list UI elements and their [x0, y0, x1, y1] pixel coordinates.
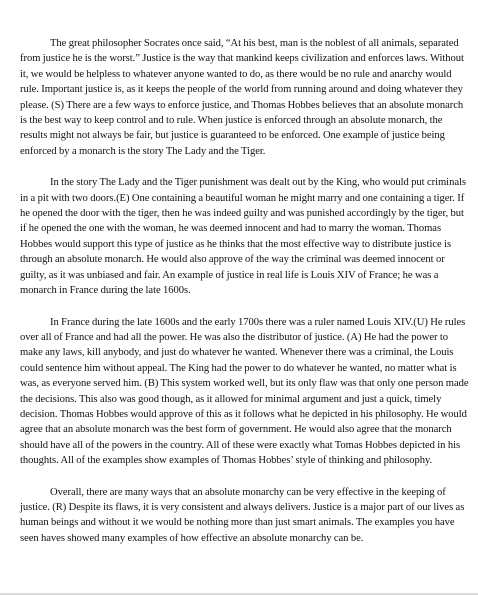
- paragraph-introduction: [20, 36, 470, 159]
- paragraph-1-end: .: [262, 145, 266, 157]
- paragraph-2-start: In the story: [50, 177, 100, 189]
- paragraph-3-text: In France during the late 1600s and the early 1700s there was a ruler named Louis XIV.(U) He rules over all of France and had all the power. He was also the distributor of justice. (A) He had the power to make any laws, kill anybody, and just do whatever he wanted. Whenever there was a criminal, the Louis could sentence him without appeal. The King had the power to do whatever he wanted, no matter what is was, as everyone served him. (B) This system worked well, but its only flaw was that only one person made the decisions. This also was good though, as it allowed for minimal argument and just a quick, timely decision. Thomas Hobbes would approve of this as it follows what he depicted in his philosophy. He would agree that an absolute monarch was the best form of government. He would also agree that the monarch should have all of the powers in the country. All of these were exactly what Tomas Hobbes depicted in his thoughts. All of the examples show examples of Thomas Hobbes’ style of thinking and philosophy.: [20, 316, 469, 467]
- story-title-italic: The Lady and the Tiger: [165, 145, 263, 157]
- paragraph-4-text: Overall, there are many ways that an absolute monarchy can be very effective in the keeping of justice. (R) Despite its flaws, it is very consistent and always delivers. Justice is a major part of our lives as human beings and without it we would be nothing more than just smart animals. The examples you have seen haves showed many examples of how effective an absolute monarchy can be.: [20, 486, 465, 544]
- story-title-italic: The Lady and the Tiger: [99, 177, 198, 189]
- paragraph-lady-and-tiger: [20, 175, 470, 298]
- paragraph-2-text: punishment was dealt out by the King, who would put criminals in a pit with two doors.(E) One containing a beautiful woman he might marry and one containing a tiger. If he opened the door with the tiger, then he was indeed guilty and was punished accordingly by the tiger, but if he opened the one with the woman, he was deemed innocent and had to marry the woman. Thomas Hobbes would support this type of justice as he thinks that the most effective way to distribute justice is through an absolute monarch. He would also approve of the way the criminal was deemed innocent or guilty, as it was unbiased and fair. An example of justice in real life is Louis XIV of France; he was a monarch in France during the late 1600s.: [20, 177, 466, 297]
- paragraph-1-text: The great philosopher Socrates once said, “At his best, man is the noblest of all animals, separated from justice he is the worst.” Justice is the way that mankind keeps civilization and enforces laws. Without it, we would be helpless to whatever anyone wanted to do, as there would be no rule and anarchy would rule. Important justice is, as it keeps the people of the world from running around and doing whatever they please. (S) There are a few ways to enforce justice, and Thomas Hobbes believes that an absolute monarch is the best way to keep control and to rule. When justice is enforced through an absolute monarch, the results might not always be fair, but justice is guaranteed to be enforced. One example of justice being enforced by a monarch is the story: [20, 38, 464, 157]
- paragraph-louis-xiv: [20, 315, 470, 469]
- paragraph-conclusion: [20, 485, 470, 547]
